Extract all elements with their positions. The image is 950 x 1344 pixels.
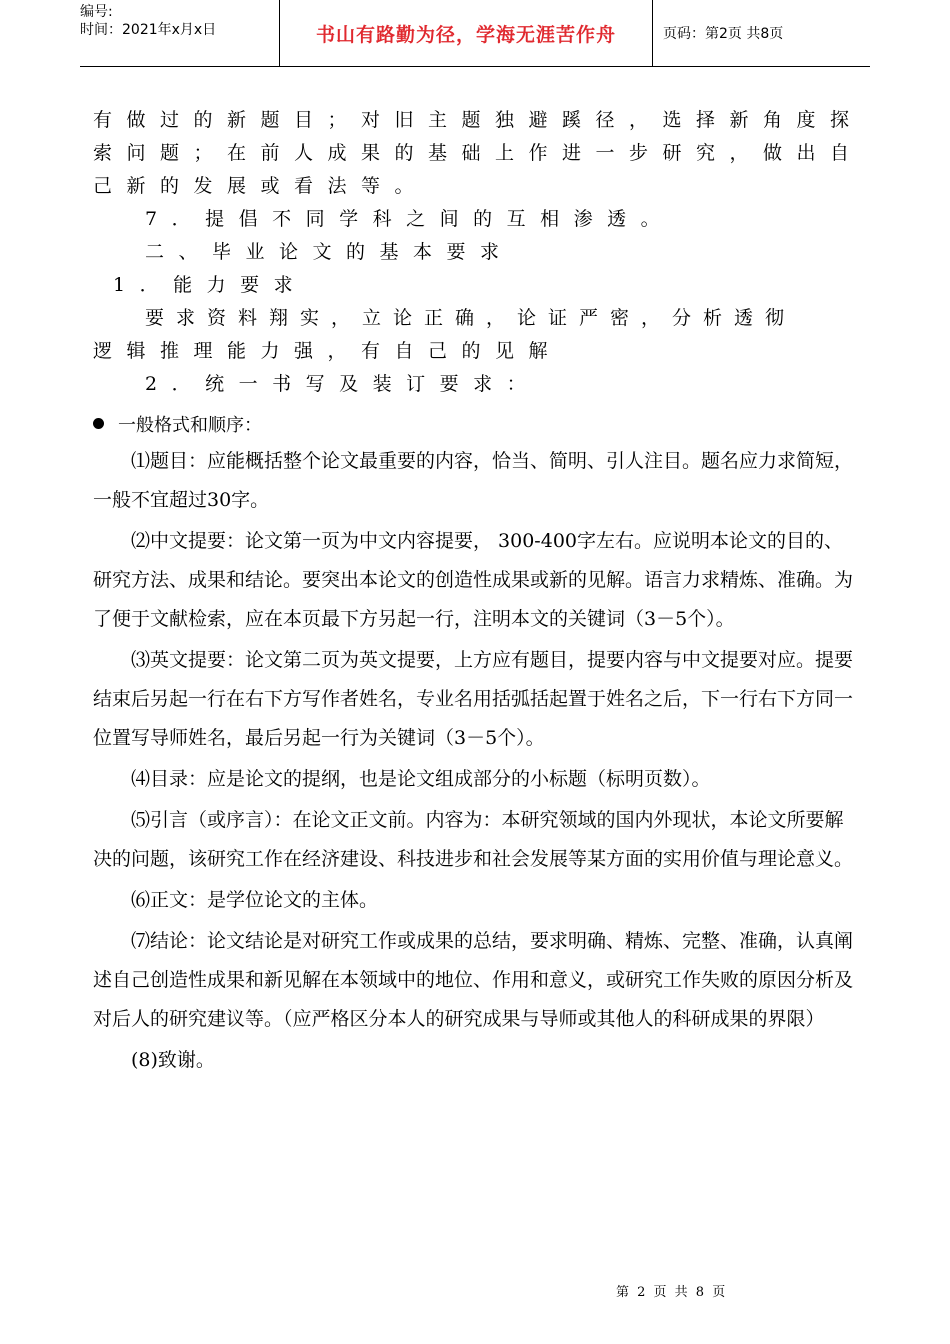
page-footer: 第 2 页 共 8 页	[616, 1285, 728, 1300]
time-label: 时间：2021年x月x日	[80, 22, 217, 38]
text-line: 逻辑推理能力强，有自己的见解	[93, 340, 563, 362]
paragraph: ⑶英文提要：论文第二页为英文提要，上方应有题目，提要内容与中文提要对应。提要结束后另起一行在右下方写作者姓名，专业名用括弧括起置于姓名之后，下一行右下方同一位置写导师姓名，最后另起一行为关键词（3－5个）。	[93, 649, 854, 749]
text-line: 要求资料翔实，立论正确，论证严密，分析透彻	[145, 307, 797, 329]
subsection-heading: 1．能力要求	[113, 274, 308, 296]
paragraph: ⑷目录：应是论文的提纲，也是论文组成部分的小标题（标明页数）。	[131, 768, 711, 790]
paragraph: ⑹正文：是学位论文的主体。	[131, 889, 379, 911]
text-line: 有做过的新题目；对旧主题独避蹊径，选择新角度探	[93, 109, 864, 131]
paragraph: ⑴题目：应能概括整个论文最重要的内容，恰当、简明、引人注目。题名应力求简短，一般不宜超过30字。	[93, 450, 854, 511]
document-body	[93, 104, 864, 1080]
bullet-heading: 一般格式和顺序：	[118, 414, 262, 436]
text-line: 7．提倡不同学科之间的互相渗透。	[145, 208, 675, 230]
paragraph: (8)致谢。	[131, 1049, 215, 1071]
text-line: 索问题；在前人成果的基础上作进一步研究，做出自	[93, 142, 864, 164]
paragraph: ⑺结论：论文结论是对研究工作或成果的总结，要求明确、精炼、完整、准确，认真阐述自己创造性成果和新见解在本领域中的地位、作用和意义，或研究工作失败的原因分析及对后人的研究建议等。（应严格区分本人的研究成果与导师或其他人的科研成果的界限）	[93, 930, 854, 1030]
subsection-heading: 2．统一书写及装订要求：	[145, 373, 541, 395]
paragraph: ⑵中文提要：论文第一页为中文内容提要， 300-400字左右。应说明本论文的目的、研究方法、成果和结论。要突出本论文的创造性成果或新的见解。语言力求精炼、准确。为了便于文献检索，应在本页最下方另起一行，注明本文的关键词（3－5个）。	[93, 530, 854, 630]
page-info: 页码：第2页 共8页	[663, 26, 784, 42]
motto: 书山有路勤为径，学海无涯苦作舟	[280, 0, 653, 66]
number-label: 编号:	[80, 4, 113, 20]
bullet-icon	[93, 418, 104, 429]
section-heading: 二、毕业论文的基本要求	[145, 241, 514, 263]
paragraph: ⑸引言（或序言）：在论文正文前。内容为：本研究领域的国内外现状，本论文所要解决的问题，该研究工作在经济建设、科技进步和社会发展等某方面的实用价值与理论意义。	[93, 809, 854, 870]
header-left-cell	[80, 0, 280, 66]
text-line: 己新的发展或看法等。	[93, 175, 429, 197]
page-header	[80, 0, 870, 67]
bullet-item	[93, 407, 858, 440]
